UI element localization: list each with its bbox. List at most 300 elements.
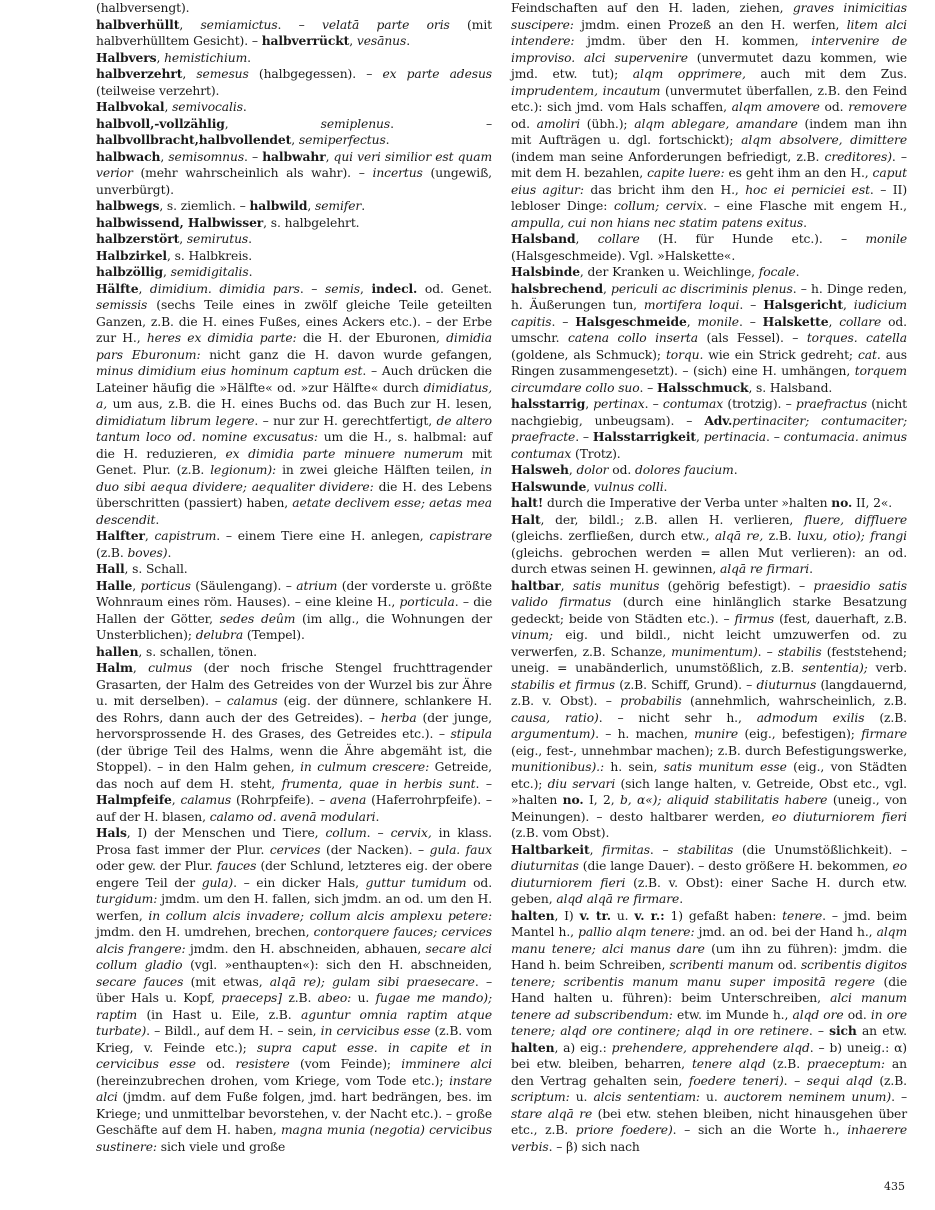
headword: halbverrückt xyxy=(261,33,350,48)
latin-text: pallio alqm tenere: xyxy=(578,925,695,939)
latin-text: semesus xyxy=(196,67,249,81)
latin-text: alqā re, xyxy=(714,529,764,543)
entry-text: . – sich an die Worte h., xyxy=(672,1123,848,1137)
entry-text: , xyxy=(603,281,612,296)
headword: Halsschmuck xyxy=(657,379,749,395)
latin-text: alqm ablegare, amandare xyxy=(634,116,798,131)
latin-text: atrium xyxy=(296,578,338,593)
entry-text: (eig., von Städten etc.); xyxy=(511,760,907,791)
headword: Halmpfeife xyxy=(96,792,172,807)
latin-text: firmitas xyxy=(602,842,650,857)
entry-text: , xyxy=(224,116,321,131)
headword: Halswunde xyxy=(511,478,587,494)
left-column xyxy=(96,0,492,1155)
entry-text: od. xyxy=(608,463,635,477)
latin-text: legionum): xyxy=(210,463,277,477)
latin-text: calamus xyxy=(226,694,278,708)
entry-text: . xyxy=(385,133,390,147)
entry-text: . – eine Flasche mit engem H., xyxy=(703,199,907,213)
dictionary-entry xyxy=(96,264,492,281)
dictionary-entry xyxy=(96,17,492,50)
latin-text: monile xyxy=(865,232,907,246)
latin-text: ex dimidia parte minuere numerum xyxy=(225,446,464,461)
latin-text: mortifera loqui xyxy=(643,298,740,312)
entry-text: (der Nacken). – xyxy=(320,842,430,857)
entry-text: (bei etw. stehen bleiben, nicht hinausgehen über etc., z.B. xyxy=(511,1106,907,1137)
headword: halsstarrig xyxy=(511,396,586,411)
latin-text: praeceptum: xyxy=(807,1057,885,1071)
entry-text: . xyxy=(803,215,807,230)
latin-text: velatā parte oris xyxy=(322,17,450,32)
dictionary-entry xyxy=(96,248,492,265)
latin-text: contorquere fauces; cervices alcis frangere: xyxy=(96,925,492,956)
latin-text: graves inimicitias suscipere: xyxy=(511,1,907,32)
dictionary-entry xyxy=(96,50,492,67)
latin-text: semiamictus xyxy=(200,17,278,32)
dictionary-entry xyxy=(96,231,492,248)
entry-text: um aus, z.B. die H. eines Buchs od. das Buch zur H. lesen, xyxy=(107,397,492,411)
headword: halten xyxy=(511,907,555,923)
entry-text: . – xyxy=(891,1090,907,1104)
latin-text: intervenire de improviso. alci supervenire xyxy=(511,34,907,65)
latin-text: satis munitus xyxy=(572,578,660,593)
entry-text: od. Genet. xyxy=(417,281,492,296)
entry-text: . – über Hals u. Kopf, xyxy=(96,974,492,1005)
latin-text: b, α«); aliquid stabilitatis habere xyxy=(620,793,828,807)
headword: no. xyxy=(831,495,853,510)
entry-text: (trotzig). – xyxy=(723,397,796,411)
latin-text: firmare xyxy=(861,727,907,741)
latin-text: capistrum xyxy=(154,529,217,543)
latin-text: argumentum) xyxy=(511,727,596,741)
entry-text: . xyxy=(663,479,668,494)
latin-text: secare fauces xyxy=(96,974,184,989)
entry-text: . xyxy=(167,545,172,560)
latin-text: hemistichium xyxy=(164,50,248,65)
entry-text: (z.B. xyxy=(872,1073,907,1088)
latin-text: ampulla, cui non hians nec statim patens exitus xyxy=(511,215,804,230)
latin-text: cervix, xyxy=(390,826,432,840)
entry-text: (der junge, hervorsprossende H. des Grases, des Getreides etc.). – xyxy=(96,710,492,741)
latin-text: priore foedere) xyxy=(575,1123,673,1137)
latin-text: pertinacia xyxy=(703,430,767,444)
headword: indecl. xyxy=(371,280,418,296)
entry-text: I, 2, xyxy=(583,793,621,807)
latin-text: collare xyxy=(839,314,882,329)
dictionary-entry xyxy=(96,66,492,99)
latin-text: alqm absolvere, dimittere xyxy=(741,133,907,147)
dictionary-entry xyxy=(511,578,907,842)
entry-text: . – die Hallen der Götter, xyxy=(96,595,492,626)
latin-text: porticula xyxy=(399,595,455,609)
entry-text: (z.B. xyxy=(864,710,907,725)
latin-text: contumacia. animus contumax xyxy=(511,430,908,461)
entry-text: (der vorderste u. größte Wohnraum eines röm. Hauses). – eine kleine H., xyxy=(96,578,492,609)
entry-text: jmdm. den H. umdrehen, brechen, xyxy=(96,925,314,939)
entry-text: (in Hast u. Eile, z.B. xyxy=(137,1007,301,1022)
entry-text: , xyxy=(144,529,155,543)
dictionary-entry xyxy=(511,0,907,231)
latin-text: resistere xyxy=(235,1057,290,1071)
entry-text: auch mit dem Zus. xyxy=(745,67,908,81)
entry-text: in klass. Prosa fast immer der Plur. xyxy=(96,826,492,857)
latin-text: auctorem neminem unum) xyxy=(723,1090,892,1104)
entry-text: od. xyxy=(819,100,849,114)
entry-text: h. sein, xyxy=(604,760,664,774)
latin-text: semiperfectus xyxy=(298,133,386,147)
entry-text: (nicht nachgiebig, unbeugsam). – xyxy=(511,397,907,428)
headword: halbwissend, Halbwisser xyxy=(96,214,264,230)
entry-text: . – xyxy=(575,430,593,444)
latin-text: collare xyxy=(597,232,640,246)
entry-text: . – nicht sehr h., xyxy=(598,710,757,725)
entry-text: , I) xyxy=(554,908,580,923)
page-number: 435 xyxy=(884,1180,905,1193)
entry-text: , xyxy=(132,578,141,593)
latin-text: boves) xyxy=(127,545,168,560)
headword: halbvoll,-vollzählig xyxy=(96,115,225,131)
entry-text: (Haferrohrpfeife). – auf der H. blasen, xyxy=(96,793,492,824)
dictionary-entry xyxy=(96,644,492,661)
headword: halt! xyxy=(511,495,544,510)
entry-text: (Halsgeschmeide). Vgl. »Halskette«. xyxy=(511,248,736,263)
latin-text: stare alqā re xyxy=(511,1106,593,1121)
latin-text: foedere teneri) xyxy=(688,1073,784,1088)
latin-text: luxu, otio); frangi xyxy=(797,529,907,543)
headword: halbverzehrt xyxy=(96,66,183,81)
latin-text: firmus xyxy=(734,611,775,626)
headword: Halbzirkel xyxy=(96,247,168,263)
entry-text: jmd. an od. bei der Hand h., xyxy=(694,925,877,939)
entry-text: in zwei gleiche Hälften teilen, xyxy=(276,463,481,477)
latin-text: focale xyxy=(758,265,796,279)
entry-text: . – xyxy=(475,776,492,791)
dictionary-entry xyxy=(96,99,492,116)
latin-text: iudicium capitis xyxy=(511,298,907,329)
entry-text: . xyxy=(375,809,380,824)
entry-text: . – xyxy=(551,314,576,329)
headword: halbwegs xyxy=(96,198,160,213)
dictionary-entry xyxy=(511,495,907,512)
entry-text: . – Bildl., auf dem H. – sein, xyxy=(146,1024,321,1038)
dictionary-entry xyxy=(96,281,492,529)
entry-text: od. xyxy=(195,1057,236,1071)
latin-text: creditores) xyxy=(824,149,892,164)
entry-text: (unvermutet überfallen, z.B. den Feind etc.): sich jmd. vom Hals schaffen, xyxy=(511,83,907,114)
latin-text: stipula xyxy=(450,727,492,741)
entry-text: . – einem Tiere eine H. anlegen, xyxy=(216,529,430,543)
dictionary-entry xyxy=(511,264,907,281)
latin-text: cat. xyxy=(858,347,881,362)
headword: halbwahr xyxy=(262,148,326,164)
headword: haltbar xyxy=(511,577,561,593)
entry-text: (teilweise verzehrt). xyxy=(96,83,220,98)
latin-text: alqā re); gulam sibi praesecare xyxy=(269,974,475,989)
entry-text: . – xyxy=(739,298,764,312)
latin-text: probabilis xyxy=(620,694,682,708)
entry-text: od. xyxy=(773,958,801,972)
entry-text: , I) der Menschen und Tiere, xyxy=(126,826,326,840)
latin-text: magna munia (negotia) cervicibus sustinere: xyxy=(96,1123,492,1154)
entry-text: (fest, dauerhaft, z.B. xyxy=(774,611,908,626)
entry-text: mit Genet. Plur. (z.B. xyxy=(96,446,492,477)
latin-text: alqm opprimere, xyxy=(632,67,746,81)
headword: Halsband xyxy=(511,231,576,246)
latin-text: amoliri xyxy=(536,116,581,131)
entry-text: z.B. xyxy=(281,991,318,1005)
entry-text: (Trotz). xyxy=(571,446,621,461)
dictionary-entry xyxy=(511,231,907,264)
headword: halten xyxy=(511,1039,555,1055)
entry-text: . – xyxy=(277,17,323,32)
latin-text: porticus xyxy=(140,578,191,593)
entry-text: jmdm. einen Prozeß an den H. werfen, xyxy=(573,17,847,32)
latin-text: capistrare xyxy=(429,529,493,543)
latin-text: sequi alqd xyxy=(806,1073,873,1088)
entry-text: nicht ganz die H. davon wurde gefangen, xyxy=(200,347,492,362)
latin-text: scribenti manum xyxy=(669,958,774,972)
headword: no. xyxy=(562,792,584,807)
headword: halbwild xyxy=(249,198,308,213)
dictionary-entry xyxy=(511,462,907,479)
entry-text: (im allg., die Wohnungen der Unsterblichen); xyxy=(96,611,492,642)
latin-text: satis munitum esse xyxy=(663,760,787,774)
entry-text: . xyxy=(361,199,366,213)
dictionary-entry xyxy=(511,396,907,462)
entry-text: , xyxy=(325,149,334,164)
entry-text: u. xyxy=(699,1090,724,1104)
headword: Halsstarrigkeit xyxy=(592,429,697,444)
headword: halbzerstört xyxy=(96,231,180,246)
entry-text: (eig., befestigen); xyxy=(738,727,862,741)
entry-text: , xyxy=(589,842,603,857)
entry-text: . – b) uneig.: α) bei etw. bleiben, beharren, xyxy=(511,1040,907,1071)
latin-text: fluere, diffluere xyxy=(803,512,907,527)
latin-text: stabilitas xyxy=(677,842,734,857)
entry-text: aus Ringen zusammengesetzt). – (sich) eine H. umhängen, xyxy=(511,347,907,378)
headword: halsbrechend xyxy=(511,280,603,296)
entry-text: , der, bildl.; z.B. allen H. verlieren, xyxy=(540,512,804,527)
latin-text: diu servari xyxy=(547,776,616,791)
latin-text: semifer xyxy=(315,199,362,213)
latin-text: scriptum: xyxy=(511,1090,570,1104)
latin-text: calamo od. avenā modulari xyxy=(209,809,376,824)
entry-text: . xyxy=(679,892,684,906)
headword: Halsgericht xyxy=(763,297,843,312)
entry-text: . – nur zur H. gerechtfertigt, xyxy=(254,413,437,428)
headword: Halbvers xyxy=(96,49,157,65)
entry-text: (übh.); xyxy=(580,116,635,131)
headword: Halsbinde xyxy=(511,264,580,279)
entry-text: , s. Halbkreis. xyxy=(167,248,253,263)
latin-text: scribentis digitos tenere; scribentis manum manu super impositā regere xyxy=(511,958,907,989)
latin-text: praesidio satis valido firmatus xyxy=(511,578,907,609)
entry-text: , xyxy=(162,265,171,279)
entry-text: . – xyxy=(808,1024,830,1038)
entry-text: (sechs Teile eines in zwölf gleiche Teile geteilten Ganzen, z.B. die H. eines Fußes, eines Ackers etc.). – der Erbe zur H., xyxy=(96,298,492,345)
latin-text: aguntur omnia raptim atque turbate) xyxy=(96,1007,492,1038)
entry-text: es geht ihm an den H., xyxy=(724,166,873,180)
entry-text: , xyxy=(132,661,149,675)
entry-text: (eig. der dünnere, schlankere H. des Rohrs, dann auch der des Getreides). – xyxy=(96,694,492,725)
latin-text: qui veri similior est quam verior xyxy=(96,149,493,180)
entry-text: , xyxy=(568,463,577,477)
latin-text: praeceps] xyxy=(221,991,282,1005)
latin-text: in ore tenere; alqd ore continere; alqd in ore retinere xyxy=(511,1007,907,1038)
entry-text: (die Unumstößlichkeit). – xyxy=(733,842,907,857)
latin-text: capite luere: xyxy=(647,166,725,180)
latin-text: heres ex dimidia parte: xyxy=(146,331,297,345)
latin-text: dolores faucium xyxy=(634,463,734,477)
entry-text: (vgl. »enthaupten«): sich den H. abschneiden, xyxy=(182,958,492,972)
entry-text: (goldene, als Schmuck); xyxy=(511,347,666,362)
entry-text: (mit halbverhülltem Gesicht). – xyxy=(96,17,492,48)
entry-text: die H. der Eburonen, xyxy=(296,331,447,345)
entry-text: (als Fessel). – xyxy=(697,331,807,345)
latin-text: semisomnus xyxy=(168,149,245,164)
entry-text: u. xyxy=(351,991,376,1005)
latin-text: caput eius agitur: xyxy=(511,166,907,197)
latin-text: in collum alcis invadere; collum alcis amplexu petere: xyxy=(148,908,492,923)
latin-text: periculi ac discriminis plenus xyxy=(611,281,793,296)
latin-text: inhaerere verbis xyxy=(511,1123,907,1154)
entry-text: u. xyxy=(610,908,635,923)
entry-text: (annehmlich, wahrscheinlich, z.B. xyxy=(681,694,907,708)
latin-text: munire xyxy=(694,727,739,741)
latin-text: secare alci collum gladio xyxy=(96,941,493,972)
headword: Halsgeschmeide xyxy=(575,313,687,329)
entry-text: . xyxy=(406,34,411,48)
latin-text: stabilis xyxy=(777,644,822,659)
latin-text: sententia); xyxy=(802,661,868,675)
entry-text: (die lange Dauer). – desto größere H. bekommen, xyxy=(578,859,893,873)
entry-text: , s. halbgelehrt. xyxy=(263,215,360,230)
entry-text: , xyxy=(171,793,181,807)
latin-text: munimentum) xyxy=(671,644,758,659)
latin-text: guttur tumidum xyxy=(365,875,467,890)
dictionary-entry xyxy=(96,528,492,561)
latin-text: frumenta, quae in herbis sunt xyxy=(281,776,476,791)
latin-text: imprudentem, incautum xyxy=(511,83,661,98)
entry-text: (Säulengang). – xyxy=(190,578,297,593)
entry-text: . – xyxy=(299,281,325,296)
latin-text: sedes deûm xyxy=(219,611,296,626)
latin-text: litem alci intendere: xyxy=(511,17,907,48)
latin-text: munitionibus).: xyxy=(511,760,605,774)
entry-text: . – xyxy=(639,380,658,395)
entry-text: (langdauernd, z.B. v. Obst). – xyxy=(511,677,907,708)
latin-text: incertus xyxy=(372,166,423,180)
entry-text: , s. Halsband. xyxy=(748,380,833,395)
entry-text: . – jmd. beim Mantel h., xyxy=(511,908,908,939)
headword: Halbvokal xyxy=(96,99,165,114)
latin-text: semis xyxy=(325,281,360,296)
latin-text: in duo sibi aequa dividere; aequaliter dividere: xyxy=(96,463,493,494)
latin-text: alqd alqā re firmare xyxy=(556,892,680,906)
entry-text: . – β) sich nach xyxy=(548,1139,640,1154)
dictionary-entry xyxy=(511,842,907,908)
dictionary-entry xyxy=(511,281,907,397)
entry-text: , xyxy=(360,281,372,296)
headword: hallen xyxy=(96,643,139,659)
entry-text: jmdm. den H. abschneiden, abhauen, xyxy=(185,941,426,956)
dictionary-entry xyxy=(96,149,492,199)
latin-text: vulnus colli xyxy=(593,479,664,494)
entry-text: . xyxy=(795,265,800,279)
headword: Halsweh xyxy=(511,462,569,477)
entry-text: od. xyxy=(511,116,537,131)
entry-text: oder gew. der Plur. xyxy=(96,859,217,873)
entry-text: . – xyxy=(757,644,778,659)
entry-text: , xyxy=(349,34,357,48)
latin-text: ex parte adesus xyxy=(382,67,493,81)
latin-text: stabilis et firmus xyxy=(511,677,615,692)
headword: v. tr. xyxy=(579,907,611,923)
entry-text: (halbversengt). xyxy=(96,1,190,15)
dictionary-entry xyxy=(96,198,492,215)
entry-text: (eig., fest-, unnehmbar machen); z.B. durch Befestigungswerke, xyxy=(511,743,907,758)
latin-text: vesānus xyxy=(356,34,407,48)
entry-text: (gleichs. zerfließen, durch etw., xyxy=(511,529,715,543)
entry-text: . – Auch drücken die Lateiner häufig die »Hälfte« od. »zur Hälfte« durch xyxy=(96,364,492,395)
entry-text: (indem man seine Anforderungen befriedigt, z.B. xyxy=(511,149,825,164)
entry-text: , xyxy=(156,50,165,65)
entry-text: , xyxy=(160,149,169,164)
entry-text: um die H., s. halbmal: auf die H. reduzieren, xyxy=(96,430,493,461)
entry-text: (vom Feinde); xyxy=(289,1057,402,1071)
latin-text: cervices xyxy=(269,842,321,857)
latin-text: hoc ei perniciei est xyxy=(745,182,870,197)
entry-text: (feststehend; uneig. = unabänderlich, unumstößlich, z.B. xyxy=(511,644,907,675)
headword: Halt xyxy=(511,511,541,527)
headword: sich xyxy=(829,1023,857,1038)
latin-text: herba xyxy=(380,710,417,725)
right-column xyxy=(511,0,907,1155)
latin-text: collum xyxy=(325,826,367,840)
latin-text: praefractus xyxy=(795,397,867,411)
entry-text: , xyxy=(585,397,594,411)
latin-text: dimidiatus, a, xyxy=(96,380,492,411)
latin-text: dimidiatum librum legere xyxy=(96,413,255,428)
latin-text: de altero tantum loco od. nomine excusatus: xyxy=(96,413,492,444)
entry-text: , s. ziemlich. – xyxy=(159,199,250,213)
entry-text: , xyxy=(307,199,315,213)
headword: halbverhüllt xyxy=(96,16,180,32)
latin-text: alqā re firmari xyxy=(720,562,810,576)
entry-text: , xyxy=(179,17,201,32)
entry-text: (mit etwas, xyxy=(183,974,270,989)
latin-text: delubra xyxy=(195,628,244,642)
entry-text: Getreide, das noch auf dem H. steht, xyxy=(96,760,492,791)
entry-text: (z.B. vom Obst). xyxy=(511,826,610,840)
dictionary-entry xyxy=(96,825,492,1155)
entry-text: . – xyxy=(644,397,663,411)
entry-text: durch die Imperative der Verba unter »halten xyxy=(543,496,832,510)
entry-text: . – xyxy=(390,116,492,131)
entry-text: (jmdm. auf dem Fuße folgen, jmd. hart bedrängen, bes. im Kriege; und unmittelbar bevorstehen, v. der Nacht etc.). – große Geschäfte auf dem H. haben, xyxy=(96,1090,492,1137)
entry-text: die H. des Lebens überschritten (passiert) haben, xyxy=(96,479,492,510)
entry-text: (gleichs. gebrochen werden = allen Mut verlieren): an od. durch etwas seinen H. gewinnen, xyxy=(511,545,907,576)
dictionary-entry xyxy=(511,908,907,1156)
entry-text: 1) gefaßt haben: xyxy=(664,908,783,923)
latin-text: torqu. xyxy=(665,347,704,362)
entry-text: II, 2«. xyxy=(852,496,893,510)
entry-text: jmdm. um den H. fallen, sich jmdm. an od. um den H. werfen, xyxy=(96,892,492,923)
entry-text: (H. für Hunde etc.). – xyxy=(639,232,866,246)
latin-text: semivocalis xyxy=(172,100,243,114)
entry-text: (z.B. Schiff, Grund). – xyxy=(614,677,757,692)
dictionary-entry xyxy=(96,116,492,149)
